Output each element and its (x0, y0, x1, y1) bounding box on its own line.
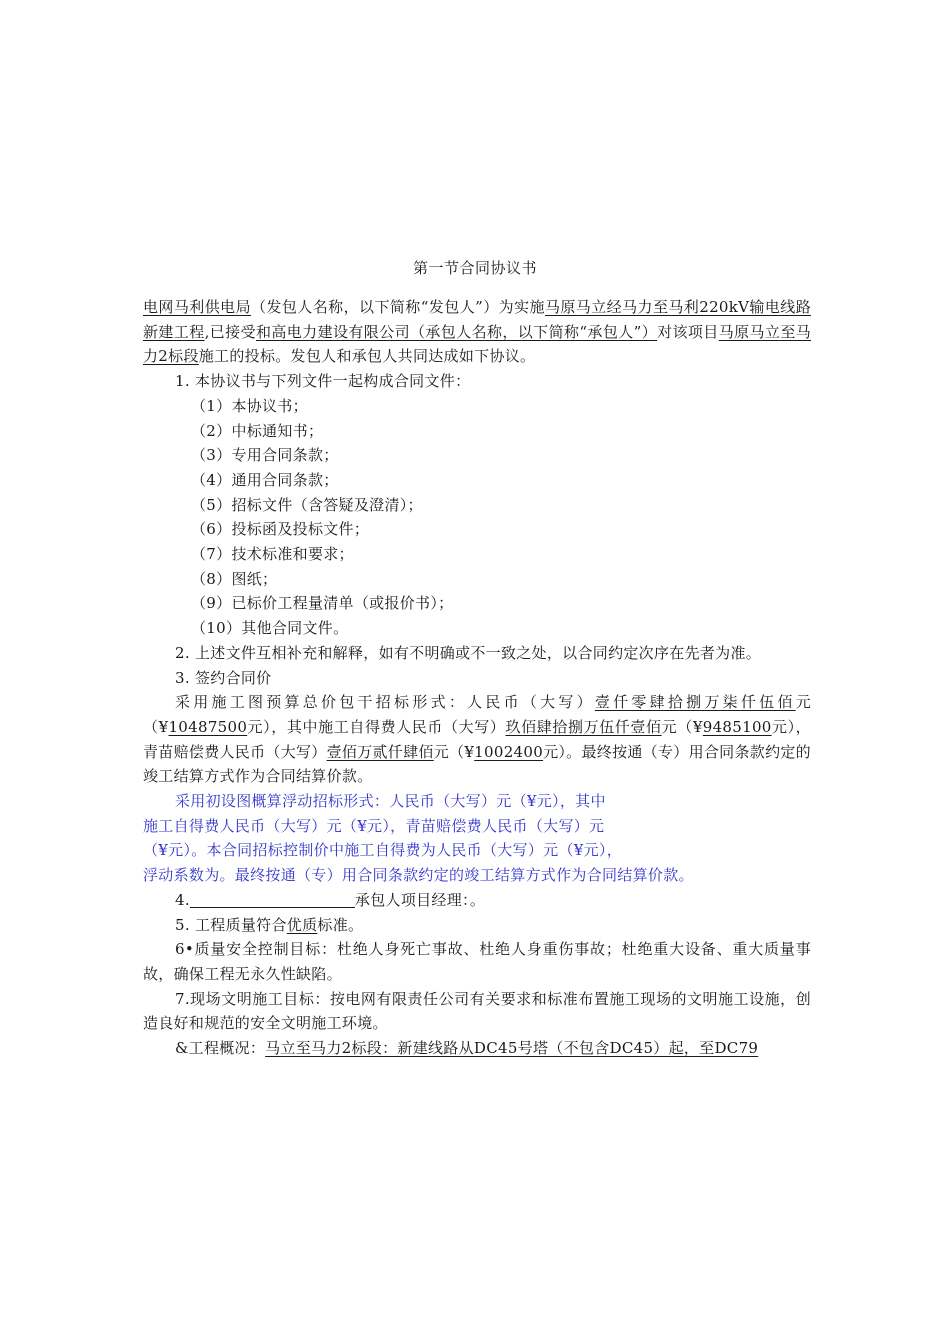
intro-paragraph: 电网马利供电局（发包人名称，以下简称“发包人”）为实施马原马立经马力至马利220kV输电线路新建工程,已接受和高电力建设有限公司（承包人名称，以下简称“承包人”）对该项目马原马立至马力2标段施工的投标。发包人和承包人共同达成如下协议。 (143, 298, 812, 366)
clause-2: 2. 上述文件互相补充和解释，如有不明确或不一致之处，以合同约定次序在先者为准。 (175, 643, 762, 662)
project-overview: 马立至马力2标段：新建线路从DC45号塔（不包含DC45）起，至DC79 (265, 1039, 759, 1058)
document-title: 第一节合同协议书 (412, 259, 537, 277)
document-body (143, 295, 811, 1061)
project-name: 马原马立经马力至马利220kV输电线路新建工程 (143, 298, 811, 341)
total-price-num: 10487500 (168, 717, 248, 736)
self-cost-cn: 玖佰肆拾捌万伍仟壹佰 (505, 717, 662, 736)
employer-name: 电网马利供电局 (143, 298, 252, 316)
clause-1: 1. 本协议书与下列文件一起构成合同文件： (175, 372, 471, 391)
doc-list-item: （8）图纸； (191, 569, 278, 588)
clause-4: 4. 承包人项目经理：。 (175, 890, 486, 909)
clause-8: &工程概况：马立至马力2标段：新建线路从DC45号塔（不包含DC45）起，至DC79 (175, 1039, 759, 1058)
compensation-num: 1002400 (474, 742, 544, 761)
doc-list-item: （6）投标函及投标文件； (191, 520, 370, 539)
alt-line: 施工自得费人民币（大写）元（¥元），青苗赔偿费人民币（大写）元 (143, 816, 605, 835)
self-cost-num: 9485100 (702, 717, 772, 736)
total-price-cn: 壹仟零肆拾捌万柒仟伍佰 (594, 693, 796, 712)
clause-3: 3. 签约合同价 (175, 668, 272, 687)
doc-list-item: （2）中标通知书； (191, 421, 324, 440)
compensation-cn: 壹佰万贰仟肆佰 (326, 742, 434, 761)
doc-list-item: （9）已标价工程量清单（或报价书）； (191, 594, 454, 613)
doc-list-item: （10）其他合同文件。 (191, 619, 349, 638)
doc-list-item: （7）技术标准和要求； (191, 545, 354, 564)
alt-line: 采用初设图概算浮动招标形式：人民币（大写）元（¥元），其中 (175, 792, 606, 811)
contract-price-paragraph: 采用施工图预算总价包干招标形式：人民币（大写）壹仟零肆拾捌万柒仟伍佰元（¥10487500元），其中施工自得费人民币（大写）玖佰肆拾捌万伍仟壹佰元（¥9485100元），青苗赔偿费人民币（大写）壹佰万贰仟肆佰元（¥1002400元）。最终按通（专）用合同条款约定的竣工结算方式作为合同结算价款。 (143, 693, 811, 786)
doc-list-item: （4）通用合同条款； (191, 470, 339, 489)
clause-5: 5. 工程质量符合优质标准。 (175, 915, 364, 934)
clause-7: 7.现场文明施工目标：按电网有限责任公司有关要求和标准布置施工现场的文明施工设施，创造良好和规范的安全文明施工环境。 (143, 989, 811, 1033)
alt-line: 浮动系数为。最终按通（专）用合同条款约定的竣工结算方式作为合同结算价款。 (143, 866, 694, 885)
contractor-name: 和高电力建设有限公司（承包人名称，以下简称“承包人”） (255, 322, 658, 341)
alternative-price-block (143, 789, 811, 888)
section-name: 马原马立至马力2标段 (143, 322, 812, 366)
quality-level: 优质 (286, 915, 318, 934)
alt-line: （¥元）。本合同招标控制价中施工自得费为人民币（大写）元（¥元）， (143, 841, 622, 860)
doc-list-item: （3）专用合同条款； (191, 446, 339, 465)
blank-fill-line (190, 890, 355, 908)
doc-list-item: （1）本协议书； (191, 396, 308, 415)
doc-list-item: （5）招标文件（含答疑及澄清）； (191, 495, 423, 514)
clause-6: 6•质量安全控制目标：杜绝人身死亡事故、杜绝人身重伤事故；杜绝重大设备、重大质量事故，确保工程无永久性缺陷。 (143, 940, 811, 983)
